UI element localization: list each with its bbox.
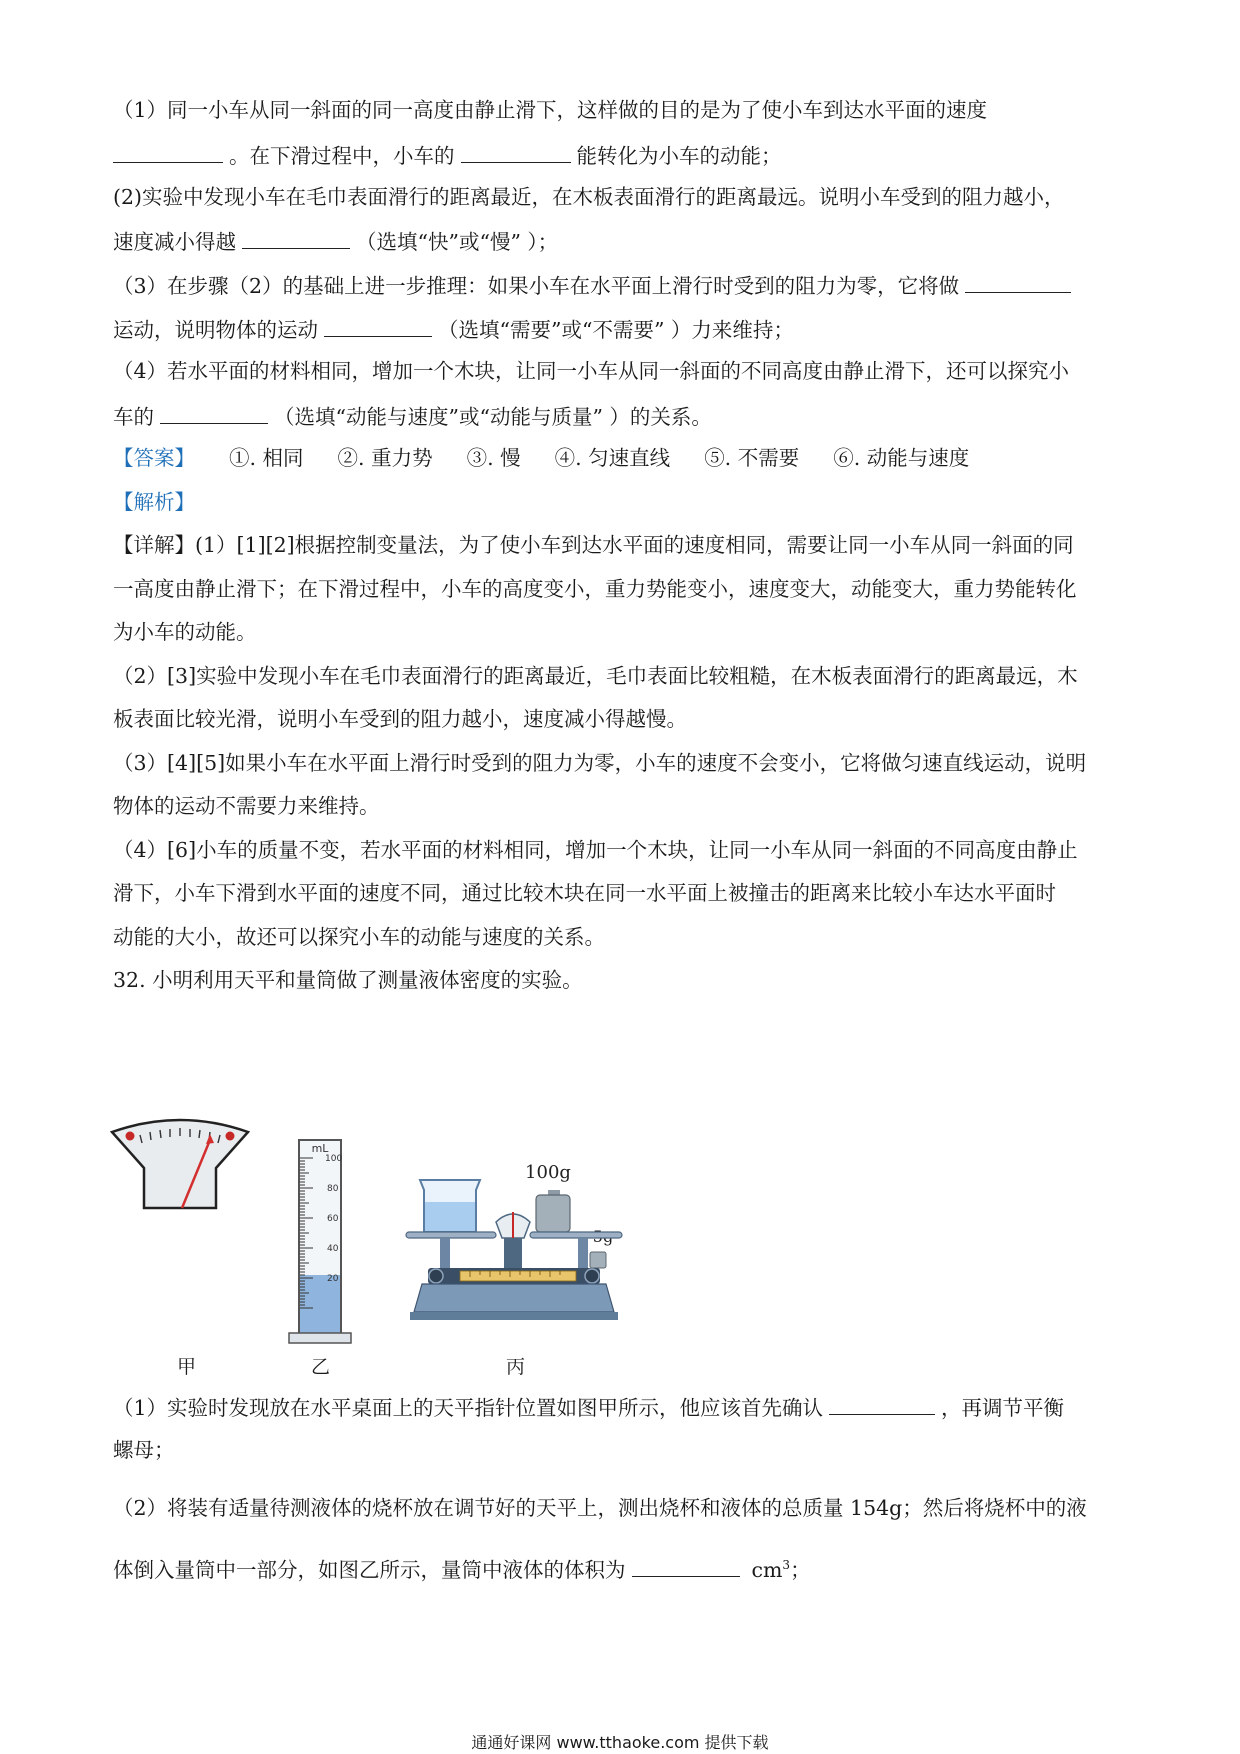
cylinder-tick-label: 60: [327, 1214, 339, 1224]
detail-4-line1: （4）[6]小车的质量不变，若水平面的材料相同，增加一个木块，让同一小车从同一斜面的不同高度由静止: [113, 838, 1078, 862]
answer-blank-3[interactable]: [242, 226, 350, 249]
text: 体倒入量筒中一部分，如图乙所示，量筒中液体的体积为: [113, 1557, 626, 1582]
answer-row: [113, 444, 969, 472]
figure-caption-yi: 乙: [311, 1356, 331, 1378]
text: （1）实验时发现放在水平桌面上的天平指针位置如图甲所示，他应该首先确认: [113, 1396, 824, 1420]
balance-scale-figure: [400, 1162, 630, 1340]
answer-blank-6[interactable]: [160, 401, 268, 424]
text: （选填“需要”或“不需要” ）力来维持；: [438, 318, 794, 342]
q32-part1-line1: [113, 1392, 1064, 1422]
answer-blank-1[interactable]: [113, 140, 223, 163]
answer-blank-8[interactable]: [632, 1554, 740, 1577]
answer-item: ④. 匀速直线: [554, 446, 671, 470]
detail-1-line3: 为小车的动能。: [113, 620, 257, 644]
figure-caption-bing: 丙: [506, 1356, 526, 1378]
text: 能转化为小车的动能；: [576, 144, 782, 168]
analysis-tag: 【解析】: [113, 490, 195, 514]
answer-blank-7[interactable]: [829, 1392, 935, 1415]
q32-title: 32. 小明利用天平和量筒做了测量液体密度的实验。: [113, 968, 583, 992]
answer-item: ⑥. 动能与速度: [833, 446, 970, 470]
detail-1-line1: 【详解】(1）[1][2]根据控制变量法，为了使小车到达水平面的速度相同，需要让同一小车从同一斜面的同: [113, 533, 1074, 557]
page-footer: 通通好课网 www.tthaoke.com 提供下载: [471, 1733, 769, 1752]
detail-4-line2: 滑下，小车下滑到水平面的速度不同，通过比较木块在同一水平面上被撞击的距离来比较小车达水平面时: [113, 881, 1056, 905]
detail-4-line3: 动能的大小，故还可以探究小车的动能与速度的关系。: [113, 925, 605, 949]
cylinder-tick-label: 20: [327, 1274, 339, 1284]
figure-caption-jia: 甲: [177, 1356, 197, 1378]
q31-part4-line1: （4）若水平面的材料相同，增加一个木块，让同一小车从同一斜面的不同高度由静止滑下，还可以探究小: [113, 359, 1070, 383]
text: 运动，说明物体的运动: [113, 318, 318, 342]
measuring-cylinder-figure: [285, 1128, 355, 1348]
text: 车的: [113, 405, 154, 429]
q31-part2-line2: [113, 226, 558, 256]
text: 速度减小得越: [113, 230, 236, 254]
text: （3）在步骤（2）的基础上进一步推理：如果小车在水平面上滑行时受到的阻力为零，它将做: [113, 274, 960, 298]
q32-part1-line2: 螺母；: [113, 1438, 175, 1462]
q31-part1-line2: [113, 140, 782, 170]
balance-dial-figure: [110, 1120, 250, 1210]
text: 。在下滑过程中，小车的: [229, 144, 455, 168]
answer-item: ②. 重力势: [337, 446, 433, 470]
cylinder-tick-label: 100: [325, 1154, 343, 1164]
detail-3-line1: （3）[4][5]如果小车在水平面上滑行时受到的阻力为零，小车的速度不会变小，它将做匀速直线运动，说明: [113, 751, 1087, 775]
text: （选填“快”或“慢” ）；: [356, 230, 559, 254]
q31-part4-line2: [113, 401, 712, 431]
detail-2-line2: 板表面比较光滑，说明小车受到的阻力越小，速度减小得越慢。: [113, 707, 687, 731]
answer-tag: 【答案】: [113, 446, 195, 470]
answer-blank-2[interactable]: [461, 140, 571, 163]
detail-1-line2: 一高度由静止滑下；在下滑过程中，小车的高度变小，重力势能变小，速度变大，动能变大，重力势能转化: [113, 577, 1077, 601]
answer-blank-5[interactable]: [324, 314, 432, 337]
q32-part2-line1: （2）将装有适量待测液体的烧杯放在调节好的天平上，测出烧杯和液体的总质量 154g；然后将烧杯中的液: [113, 1496, 1087, 1520]
q32-part2-line2: [113, 1551, 811, 1584]
detail-2-line1: （2）[3]实验中发现小车在毛巾表面滑行的距离最近，毛巾表面比较粗糙，在木板表面滑行的距离最远，木: [113, 664, 1078, 688]
q31-part3-line2: [113, 314, 794, 344]
detail-3-line2: 物体的运动不需要力来维持。: [113, 794, 380, 818]
cylinder-unit-label: mL: [311, 1142, 329, 1155]
q31-part2-line1: (2)实验中发现小车在毛巾表面滑行的距离最近，在木板表面滑行的距离最远。说明小车受到的阻力越小，: [113, 185, 1065, 209]
weight-100g-label: 100g: [525, 1162, 571, 1183]
text: （选填“动能与速度”或“动能与质量” ）的关系。: [274, 405, 712, 429]
text: ，再调节平衡: [941, 1396, 1065, 1420]
answer-item: ①. 相同: [229, 446, 304, 470]
cylinder-tick-label: 40: [327, 1244, 339, 1254]
answer-item: ③. 慢: [466, 446, 521, 470]
answer-item: ⑤. 不需要: [704, 446, 800, 470]
q31-part1-line1: （1）同一小车从同一斜面的同一高度由静止滑下，这样做的目的是为了使小车到达水平面的速度: [113, 98, 988, 122]
answer-blank-4[interactable]: [965, 270, 1071, 293]
cylinder-tick-label: 80: [327, 1184, 339, 1194]
text: ；: [790, 1557, 811, 1582]
unit-exponent: 3: [782, 1558, 791, 1572]
q31-part3-line1: [113, 270, 1077, 300]
unit-cm: cm: [751, 1557, 783, 1582]
